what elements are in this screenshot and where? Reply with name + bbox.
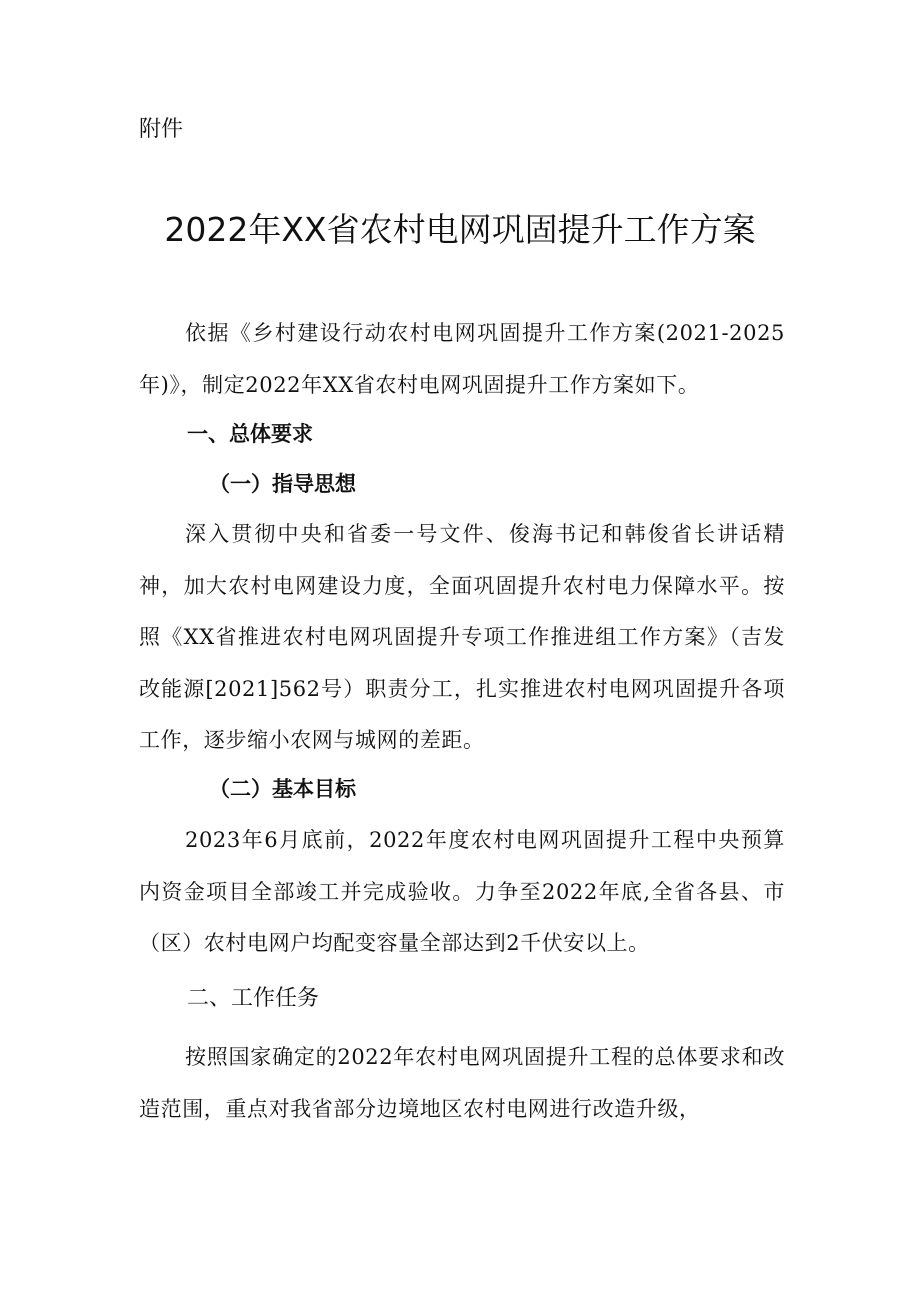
guiding-ideology-paragraph: 深入贯彻中央和省委一号文件、俊海书记和韩俊省长讲话精神，加大农村电网建设力度，全面巩固提升农村电力保障水平。按照《XX省推进农村电网巩固提升专项工作推进组工作方案》（吉发改能源[2021]562号）职责分工，扎实推进农村电网巩固提升各项工作，逐步缩小农网与城网的差距。 [139, 522, 785, 753]
intro-paragraph: 依据《乡村建设行动农村电网巩固提升工作方案(2021-2025年)》，制定2022年XX省农村电网巩固提升工作方案如下。 [139, 321, 785, 397]
basic-goals-paragraph: 2023年6月底前，2022年度农村电网巩固提升工程中央预算内资金项目全部竣工并完成验收。力争至2022年底,全省各县、市（区）农村电网户均配变容量全部达到2千伏安以上。 [139, 828, 785, 956]
section-heading-general-requirements: 一、总体要求 [187, 422, 313, 446]
document-title: 2022年XX省农村电网巩固提升工作方案 [164, 210, 756, 249]
subsection-heading-guiding-ideology: （一）指导思想 [209, 472, 356, 496]
work-tasks-paragraph: 按照国家确定的2022年农村电网巩固提升工程的总体要求和改造范围，重点对我省部分边境地区农村电网进行改造升级， [139, 1045, 785, 1121]
section-heading-work-tasks: 二、工作任务 [187, 986, 320, 1011]
attachment-label: 附件 [139, 117, 184, 142]
subsection-heading-basic-goals: （二）基本目标 [209, 777, 356, 801]
